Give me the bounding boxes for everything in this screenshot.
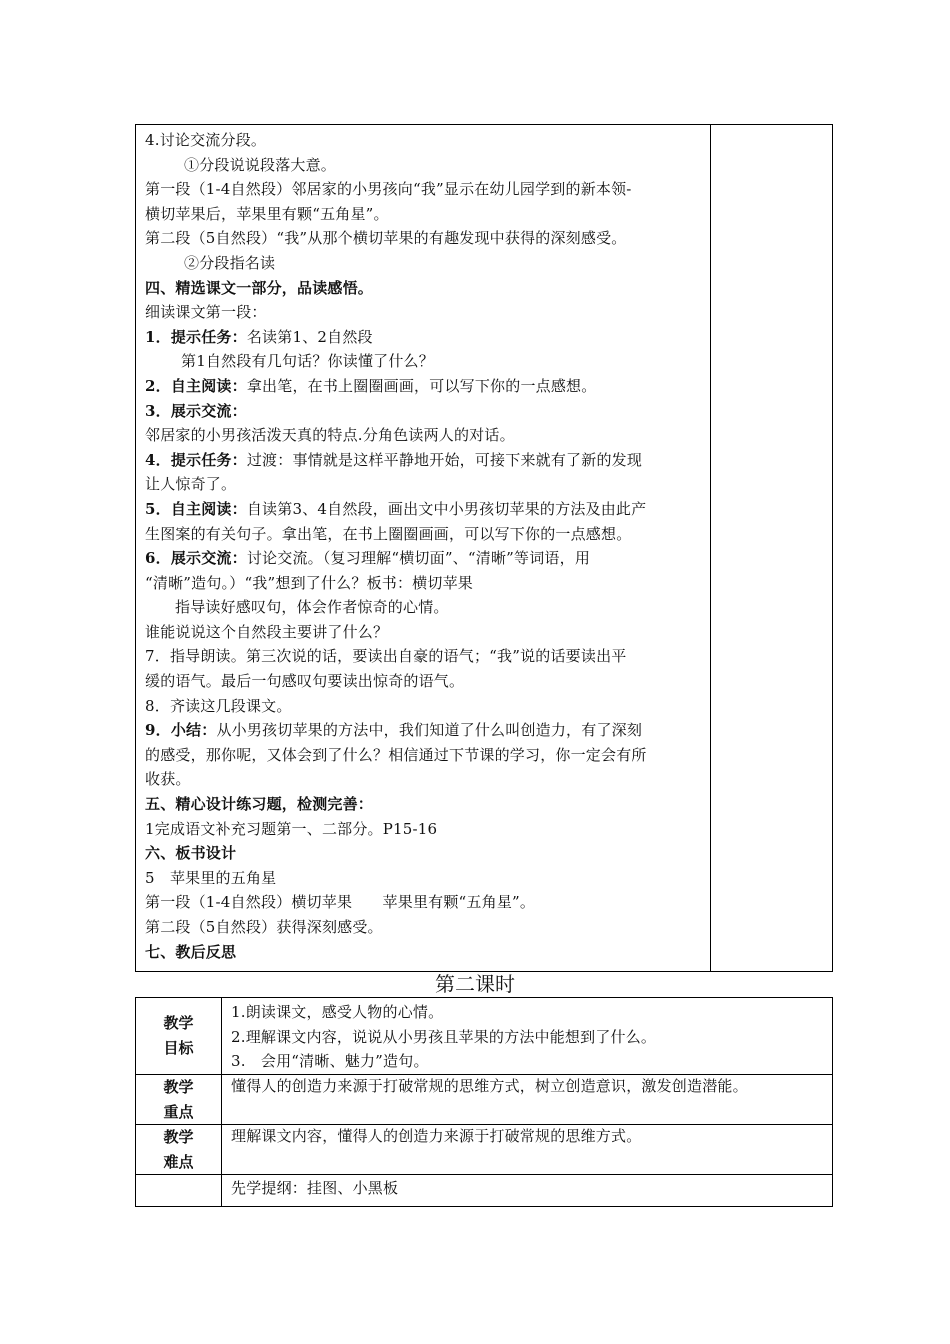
lesson-line: 谁能说说这个自然段主要讲了什么？ (145, 622, 389, 641)
lesson-line: 六、板书设计 (145, 844, 237, 863)
second-period-table (135, 997, 833, 1207)
lesson-line (145, 374, 705, 399)
lesson-line: 8．齐读这几段课文。 (145, 696, 292, 715)
lesson-line: 生图案的有关句子。拿出笔，在书上圈圈画画，可以写下你的一点感想。 (145, 524, 632, 543)
key-label-line2: 重点 (163, 1103, 194, 1121)
lesson-line: 第1自然段有几句话？你读懂了什么？ (181, 352, 434, 371)
lesson-line (145, 718, 705, 743)
lesson-line: 四、精选课文一部分，品读感悟。 (145, 278, 374, 297)
key-points-label (136, 1075, 221, 1125)
lesson-line (145, 546, 705, 571)
key-points-text: 懂得人的创造力来源于打破常规的思维方式，树立创造意识，激发创造潜能。 (231, 1077, 748, 1095)
second-period-title: 第二课时 (435, 972, 515, 996)
lesson-line: 3．展示交流： (145, 401, 247, 420)
goal-item: 3. 会用“清晰、魅力”造句。 (231, 1052, 429, 1071)
lesson-steps-content (145, 128, 705, 964)
goals-label (136, 1011, 221, 1061)
step-heading: 2．自主阅读： (145, 376, 247, 395)
lesson-line: 邻居家的小男孩活泼天真的特点.分角色读两人的对话。 (145, 426, 515, 445)
lesson-line: 4.讨论交流分段。 (145, 131, 267, 149)
row-divider (136, 1174, 832, 1175)
key-label-line1: 教学 (163, 1078, 194, 1096)
step-heading: 9．小结： (145, 721, 217, 740)
step-text: 拿出笔，在书上圈圈画画，可以写下你的一点感想。 (246, 376, 597, 395)
step-heading: 4．提示任务： (145, 450, 247, 469)
goals-cell (231, 1000, 826, 1074)
lesson-line: 第二段（5自然段）“我”从那个横切苹果的有趣发现中获得的深刻感受。 (145, 229, 627, 248)
step-heading: 5．自主阅读： (145, 499, 247, 518)
lesson-line: 收获。 (145, 770, 191, 789)
difficulty-text: 理解课文内容，懂得人的创造力来源于打破常规的思维方式。 (231, 1127, 642, 1145)
lesson-line: 七、教后反思 (145, 942, 237, 961)
step-text: 讨论交流。（复习理解“横切面”、“清晰”等词语，用 (246, 549, 591, 568)
goals-label-line2: 目标 (163, 1039, 194, 1057)
lesson-line: 1完成语文补充习题第一、二部分。P15-16 (145, 819, 438, 838)
diff-label-line1: 教学 (163, 1128, 194, 1146)
lesson-line (145, 325, 705, 350)
preparation-cell (231, 1176, 826, 1201)
notes-column-divider (710, 125, 711, 971)
lesson-line: 第二段（5自然段）获得深刻感受。 (145, 918, 383, 936)
diff-label-line2: 难点 (163, 1153, 194, 1171)
lesson-line: 7．指导朗读。第三次说的话，要读出自豪的语气；“我”说的话要读出平 (145, 647, 627, 666)
step-text: 从小男孩切苹果的方法中，我们知道了什么叫创造力，有了深刻 (216, 721, 643, 740)
difficulty-label (136, 1125, 221, 1175)
step-text: 过渡：事情就是这样平静地开始，可接下来就有了新的发现 (246, 450, 643, 469)
lesson-line: 让人惊奇了。 (145, 475, 237, 494)
lesson-line: 缓的语气。最后一句感叹句要读出惊奇的语气。 (145, 672, 465, 691)
lesson-line: 指导读好感叹句，体会作者惊奇的心情。 (175, 598, 449, 617)
lesson-line: 五、精心设计练习题，检测完善： (145, 795, 374, 814)
lesson-line: 横切苹果后，苹果里有颗“五角星”。 (145, 204, 389, 223)
key-points-cell (231, 1074, 826, 1099)
lesson-line: 细读课文第一段： (145, 303, 267, 322)
step-text: 名读第1、2自然段 (246, 327, 373, 346)
lesson-line: ①分段说说段落大意。 (184, 155, 337, 174)
lesson-line: 的感受，那你呢，又体会到了什么？相信通过下节课的学习，你一定会有所 (145, 745, 647, 764)
goals-label-line1: 教学 (163, 1014, 194, 1032)
lesson-plan-table-continued (135, 124, 833, 972)
lesson-line (145, 497, 705, 522)
step-heading: 1．提示任务： (145, 327, 247, 346)
step-text: 自读第3、4自然段，画出文中小男孩切苹果的方法及由此产 (246, 499, 647, 518)
goal-item: 2.理解课文内容，说说从小男孩且苹果的方法中能想到了什么。 (231, 1027, 657, 1046)
lesson-line: 第一段（1-4自然段）邻居家的小男孩向“我”显示在幼儿园学到的新本领- (145, 180, 632, 199)
lesson-line (145, 448, 705, 473)
difficulty-cell (231, 1124, 826, 1149)
lesson-line: 5 苹果里的五角星 (145, 868, 277, 887)
step-heading: 6．展示交流： (145, 549, 247, 568)
lesson-line: ②分段指名读 (184, 253, 276, 272)
preparation-text: 先学提纲：挂图、小黑板 (231, 1179, 399, 1197)
goal-item: 1.朗读课文，感受人物的心情。 (231, 1003, 444, 1021)
lesson-line: 第一段（1-4自然段）横切苹果 苹果里有颗“五角星”。 (145, 893, 536, 912)
lesson-line: “清晰”造句。）“我”想到了什么？板书：横切苹果 (145, 573, 473, 592)
